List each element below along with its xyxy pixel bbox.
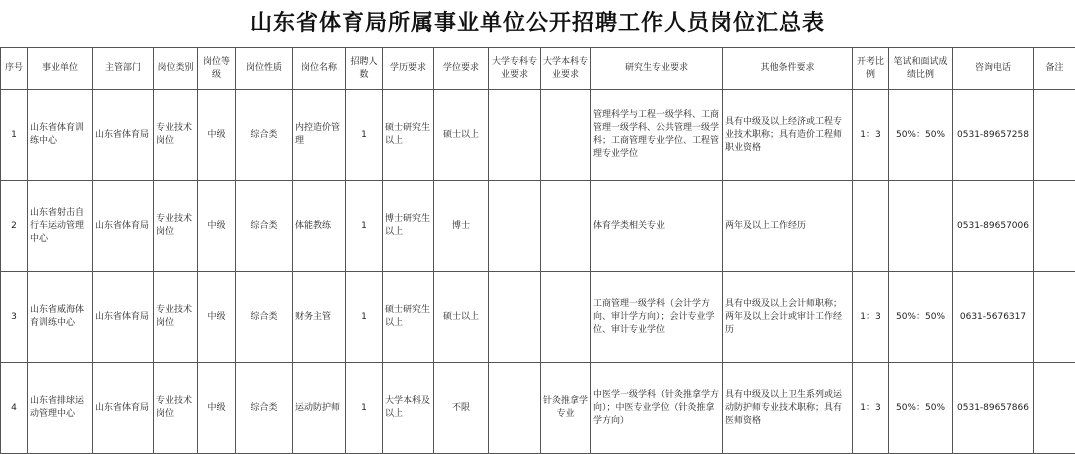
cell-level: 中级	[198, 181, 236, 272]
cell-department: 山东省体育局	[93, 363, 154, 454]
cell-score-ratio: 50%：50%	[889, 90, 953, 181]
cell-level: 中级	[198, 90, 236, 181]
header-index: 序号	[1, 48, 28, 90]
cell-exam-ratio	[853, 181, 889, 272]
header-unit: 事业单位	[28, 48, 93, 90]
table-row	[1, 272, 1075, 363]
cell-remarks	[1034, 272, 1075, 363]
header-degree: 学位要求	[434, 48, 489, 90]
cell-remarks	[1034, 181, 1075, 272]
cell-education: 硕士研究生以上	[383, 90, 434, 181]
header-education: 学历要求	[383, 48, 434, 90]
header-level: 岗位等级	[198, 48, 236, 90]
header-graduate-major: 研究生专业要求	[591, 48, 723, 90]
cell-college-major	[489, 363, 541, 454]
cell-category: 专业技术岗位	[154, 363, 198, 454]
cell-count: 1	[346, 363, 383, 454]
cell-bachelor-major	[541, 272, 591, 363]
cell-count: 1	[346, 272, 383, 363]
positions-table	[0, 47, 1075, 454]
header-nature: 岗位性质	[236, 48, 293, 90]
cell-other-requirements: 两年及以上工作经历	[723, 181, 853, 272]
cell-nature: 综合类	[236, 272, 293, 363]
cell-college-major	[489, 181, 541, 272]
cell-count: 1	[346, 181, 383, 272]
cell-unit: 山东省射击自行车运动管理中心	[28, 181, 93, 272]
table-row	[1, 363, 1075, 454]
cell-degree: 博士	[434, 181, 489, 272]
cell-degree: 不限	[434, 363, 489, 454]
header-bachelor-major: 大学本科专业要求	[541, 48, 591, 90]
cell-exam-ratio: 1：3	[853, 272, 889, 363]
cell-category: 专业技术岗位	[154, 272, 198, 363]
header-remarks: 备注	[1034, 48, 1075, 90]
cell-score-ratio: 50%：50%	[889, 272, 953, 363]
cell-level: 中级	[198, 363, 236, 454]
cell-education: 大学本科及以上	[383, 363, 434, 454]
cell-phone: 0531-89657258	[953, 90, 1034, 181]
header-category: 岗位类别	[154, 48, 198, 90]
cell-college-major	[489, 272, 541, 363]
cell-position: 运动防护师	[293, 363, 346, 454]
cell-phone: 0531-89657006	[953, 181, 1034, 272]
cell-college-major	[489, 90, 541, 181]
cell-position: 体能教练	[293, 181, 346, 272]
table-row	[1, 181, 1075, 272]
cell-nature: 综合类	[236, 181, 293, 272]
cell-score-ratio	[889, 181, 953, 272]
cell-other-requirements: 具有中级及以上经济或工程专业技术职称；具有造价工程师职业资格	[723, 90, 853, 181]
header-college-major: 大学专科专业要求	[489, 48, 541, 90]
cell-phone: 0631-5676317	[953, 272, 1034, 363]
cell-bachelor-major: 针灸推拿学专业	[541, 363, 591, 454]
cell-index: 2	[1, 181, 28, 272]
cell-phone: 0531-89657866	[953, 363, 1034, 454]
page-title: 山东省体育局所属事业单位公开招聘工作人员岗位汇总表	[0, 0, 1075, 47]
cell-graduate-major: 管理科学与工程一级学科、工商管理一级学科、公共管理一级学科；工商管理专业学位、工程管理专业学位	[591, 90, 723, 181]
cell-nature: 综合类	[236, 363, 293, 454]
cell-remarks	[1034, 90, 1075, 181]
cell-department: 山东省体育局	[93, 272, 154, 363]
cell-other-requirements: 具有中级及以上会计师职称；两年及以上会计或审计工作经历	[723, 272, 853, 363]
cell-category: 专业技术岗位	[154, 181, 198, 272]
cell-bachelor-major	[541, 181, 591, 272]
cell-nature: 综合类	[236, 90, 293, 181]
header-row	[1, 48, 1075, 90]
cell-unit: 山东省体育训练中心	[28, 90, 93, 181]
cell-degree: 硕士以上	[434, 90, 489, 181]
header-department: 主管部门	[93, 48, 154, 90]
cell-count: 1	[346, 90, 383, 181]
cell-category: 专业技术岗位	[154, 90, 198, 181]
cell-bachelor-major	[541, 90, 591, 181]
cell-department: 山东省体育局	[93, 90, 154, 181]
cell-index: 4	[1, 363, 28, 454]
cell-position: 财务主管	[293, 272, 346, 363]
cell-index: 3	[1, 272, 28, 363]
cell-graduate-major: 中医学一级学科（针灸推拿学方向）；中医专业学位（针灸推拿学方向）	[591, 363, 723, 454]
cell-education: 硕士研究生以上	[383, 272, 434, 363]
cell-other-requirements: 具有中级及以上卫生系列或运动防护师专业技术职称；具有医师资格	[723, 363, 853, 454]
cell-unit: 山东省威海体育训练中心	[28, 272, 93, 363]
cell-education: 博士研究生以上	[383, 181, 434, 272]
cell-score-ratio: 50%：50%	[889, 363, 953, 454]
header-position: 岗位名称	[293, 48, 346, 90]
header-count: 招聘人数	[346, 48, 383, 90]
cell-exam-ratio: 1：3	[853, 363, 889, 454]
header-other-requirements: 其他条件要求	[723, 48, 853, 90]
cell-level: 中级	[198, 272, 236, 363]
cell-unit: 山东省排球运动管理中心	[28, 363, 93, 454]
cell-remarks	[1034, 363, 1075, 454]
cell-degree: 硕士以上	[434, 272, 489, 363]
cell-graduate-major: 工商管理一级学科（会计学方向、审计学方向）；会计专业学位、审计专业学位	[591, 272, 723, 363]
cell-index: 1	[1, 90, 28, 181]
cell-position: 内控造价管理	[293, 90, 346, 181]
header-exam-ratio: 开考比例	[853, 48, 889, 90]
cell-exam-ratio: 1：3	[853, 90, 889, 181]
header-phone: 咨询电话	[953, 48, 1034, 90]
cell-department: 山东省体育局	[93, 181, 154, 272]
header-score-ratio: 笔试和面试成绩比例	[889, 48, 953, 90]
cell-graduate-major: 体育学类相关专业	[591, 181, 723, 272]
table-row	[1, 90, 1075, 181]
